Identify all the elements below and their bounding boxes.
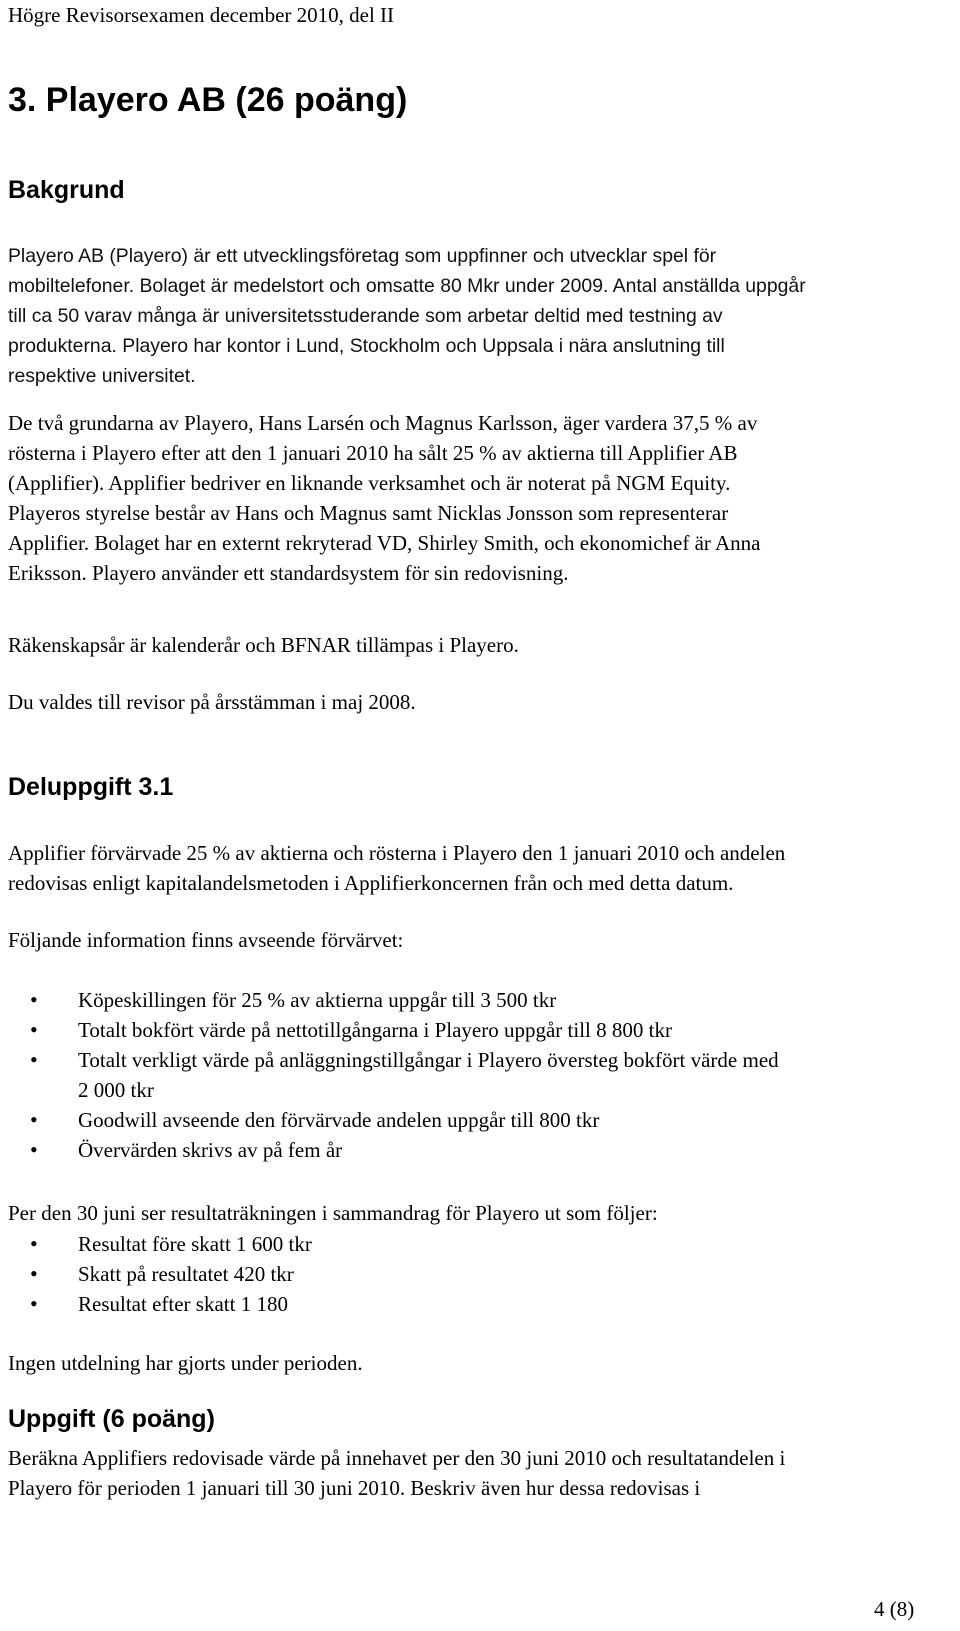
text-line: Playeros styrelse består av Hans och Magnus samt Nicklas Jonsson som representerar [8, 501, 729, 525]
income-statement-intro: Per den 30 juni ser resultaträkningen i sammandrag för Playero ut som följer: [8, 1201, 658, 1225]
bullet-icon: • [30, 1261, 38, 1286]
list-item: • Resultat efter skatt 1 180 [8, 1289, 960, 1319]
text-line: respektive universitet. [8, 365, 196, 387]
text-line: Applifier. Bolaget har en externt rekryterad VD, Shirley Smith, och ekonomichef är Anna [8, 531, 761, 555]
text-line: (Applifier). Applifier bedriver en liknande verksamhet och är noterat på NGM Equity. [8, 471, 731, 495]
acquisition-info-list [8, 985, 960, 1165]
dividend-note: Ingen utdelning har gjorts under perioden. [8, 1351, 363, 1375]
text-line: De två grundarna av Playero, Hans Larsén och Magnus Karlsson, äger vardera 37,5 % av [8, 411, 758, 435]
text-line: redovisas enligt kapitalandelsmetoden i Applifierkoncernen från och med detta datum. [8, 871, 734, 895]
list-item: • Köpeskillingen för 25 % av aktierna uppgår till 3 500 tkr [8, 985, 960, 1015]
list-item: • Övervärden skrivs av på fem år [8, 1135, 960, 1165]
income-statement-list [8, 1229, 960, 1319]
text-line: rösterna i Playero efter att den 1 januari 2010 ha sålt 25 % av aktierna till Applifier AB [8, 441, 738, 465]
bullet-icon: • [30, 987, 38, 1012]
bullet-icon: • [30, 1017, 38, 1042]
page-title: 3. Playero AB (26 poäng) [8, 81, 408, 119]
list-item: • Goodwill avseende den förvärvade andelen uppgår till 800 tkr [8, 1105, 960, 1135]
text-line: Applifier förvärvade 25 % av aktierna och rösterna i Playero den 1 januari 2010 och andelen [8, 841, 786, 865]
text-line: produkterna. Playero har kontor i Lund, Stockholm och Uppsala i nära anslutning till [8, 335, 725, 357]
list-item: • Totalt verkligt värde på anläggningstillgångar i Playero översteg bokfört värde med [8, 1045, 960, 1075]
auditor-paragraph: Du valdes till revisor på årsstämman i maj 2008. [8, 690, 416, 714]
list-item: • Totalt bokfört värde på nettotillgångarna i Playero uppgår till 8 800 tkr [8, 1015, 960, 1045]
bullet-icon: • [30, 1107, 38, 1132]
acquisition-info-intro: Följande information finns avseende förvärvet: [8, 928, 404, 952]
text-line: mobiltelefoner. Bolaget är medelstort och omsatte 80 Mkr under 2009. Antal anställda uppgår [8, 275, 806, 297]
bullet-icon: • [30, 1047, 38, 1072]
bullet-icon: • [30, 1231, 38, 1256]
text-line: till ca 50 varav många är universitetsstuderande som arbetar deltid med testning av [8, 305, 723, 327]
page-number: 4 (8) [874, 1597, 915, 1621]
bullet-icon: • [30, 1291, 38, 1316]
section-heading-deluppgift: Deluppgift 3.1 [8, 773, 174, 801]
list-item: • Resultat före skatt 1 600 tkr [8, 1229, 960, 1259]
list-item-continuation: 2 000 tkr [78, 1078, 154, 1102]
running-header: Högre Revisorsexamen december 2010, del II [8, 3, 395, 27]
task-paragraph [8, 1443, 960, 1503]
text-line: Playero för perioden 1 januari till 30 juni 2010. Beskriv även hur dessa redovisas i [8, 1476, 701, 1500]
section-heading-uppgift: Uppgift (6 poäng) [8, 1405, 215, 1433]
text-line: Playero AB (Playero) är ett utvecklingsföretag som uppfinner och utvecklar spel för [8, 245, 717, 267]
acquisition-paragraph [8, 838, 960, 898]
background-paragraph-1 [8, 241, 960, 391]
fiscal-year-paragraph: Räkenskapsår är kalenderår och BFNAR tillämpas i Playero. [8, 633, 519, 657]
background-paragraph-2 [8, 408, 960, 588]
list-item: • Skatt på resultatet 420 tkr [8, 1259, 960, 1289]
section-heading-bakgrund: Bakgrund [8, 176, 125, 204]
bullet-icon: • [30, 1137, 38, 1162]
text-line: Beräkna Applifiers redovisade värde på innehavet per den 30 juni 2010 och resultatandelen i [8, 1446, 786, 1470]
text-line: Eriksson. Playero använder ett standardsystem för sin redovisning. [8, 561, 569, 585]
